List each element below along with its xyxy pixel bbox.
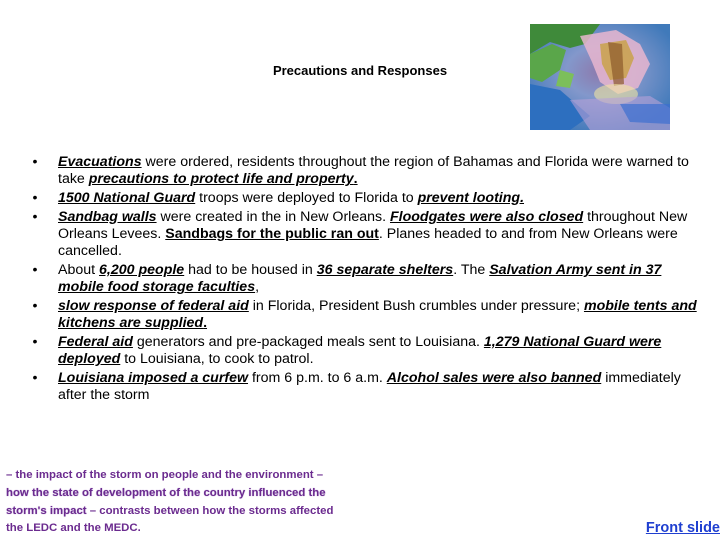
emphasis-text: mobile tents and kitchens are supplied — [58, 298, 697, 332]
emphasis-text: Floodgates were also closed — [389, 208, 584, 225]
emphasis-text: Louisiana imposed a curfew — [58, 370, 249, 386]
footer-line — [6, 503, 376, 521]
body-text: from 6 p.m. to 6 a.m. — [248, 370, 387, 386]
footer-line-text: – contrasts between how the storms affected — [86, 504, 334, 517]
body-text: were created in the in New Orleans. — [156, 208, 390, 225]
emphasis-text: Sandbag walls — [58, 208, 157, 225]
emphasis-text: Alcohol sales were also banned — [386, 370, 602, 386]
footer-highlight: storm's impact — [6, 504, 87, 517]
body-text: generators and pre-packaged meals sent to Louisiana. — [132, 334, 484, 350]
emphasis-text: precautions to protect life and property — [88, 171, 354, 188]
body-text: throughout New Orleans Levees. — [58, 208, 688, 242]
satellite-map-image — [530, 24, 670, 130]
emphasis-text: 1500 National Guard — [58, 190, 196, 206]
body-text: About — [58, 262, 100, 278]
footer-line: the LEDC and the MEDC. — [6, 522, 141, 535]
body-text: . The — [453, 262, 490, 278]
bullet-icon: • — [32, 262, 38, 278]
list-item — [30, 298, 706, 332]
body-text: . Planes headed to and from New Orleans were cancelled. — [58, 226, 678, 260]
emphasis-text: . — [203, 315, 208, 332]
list-item — [30, 190, 706, 207]
satellite-map-graphic — [530, 24, 670, 130]
bullet-icon: • — [32, 154, 38, 170]
body-text: immediately after the storm — [58, 370, 681, 404]
bullet-icon: • — [32, 298, 38, 314]
emphasis-text: 36 separate shelters — [316, 262, 454, 278]
emphasis-text: Evacuations — [58, 154, 142, 170]
list-item — [30, 209, 706, 261]
response-list — [30, 154, 706, 406]
body-text: troops were deployed to Florida to — [195, 190, 418, 206]
emphasis-text: 1,279 National Guard were deployed — [58, 334, 662, 368]
emphasis-text: Sandbags for the public ran out — [165, 226, 379, 242]
list-item — [30, 262, 706, 296]
bullet-icon: • — [32, 208, 38, 225]
emphasis-text: . — [353, 171, 358, 188]
emphasis-text: prevent looting. — [417, 190, 525, 206]
footer-notes — [6, 467, 376, 538]
bullet-icon: • — [32, 334, 38, 350]
body-text: in Florida, President Bush crumbles under pressure; — [248, 298, 584, 314]
list-item — [30, 334, 706, 368]
footer-line: – the impact of the storm on people and the environment – — [6, 469, 324, 481]
body-text: to Louisiana, to cook to patrol. — [120, 351, 314, 368]
list-item — [30, 370, 706, 404]
footer-line: how the state of development of the country influenced the — [6, 486, 326, 499]
emphasis-text: Salvation Army sent in 37 mobile food storage faculties — [58, 262, 662, 296]
body-text: were ordered, residents throughout the region of Bahamas and Florida were warned to take — [58, 154, 689, 188]
front-slide-link[interactable]: Front slide — [645, 520, 720, 536]
slide-title-text: Precautions and Responses — [272, 63, 448, 78]
bullet-icon: • — [32, 190, 38, 206]
bullet-icon: • — [32, 370, 38, 386]
list-item — [30, 154, 706, 188]
emphasis-text: slow response of federal aid — [58, 298, 249, 314]
emphasis-text: Federal aid — [58, 334, 133, 350]
body-text: had to be housed in — [184, 262, 317, 278]
emphasis-text: 6,200 people — [99, 262, 185, 278]
body-text: , — [255, 279, 260, 296]
